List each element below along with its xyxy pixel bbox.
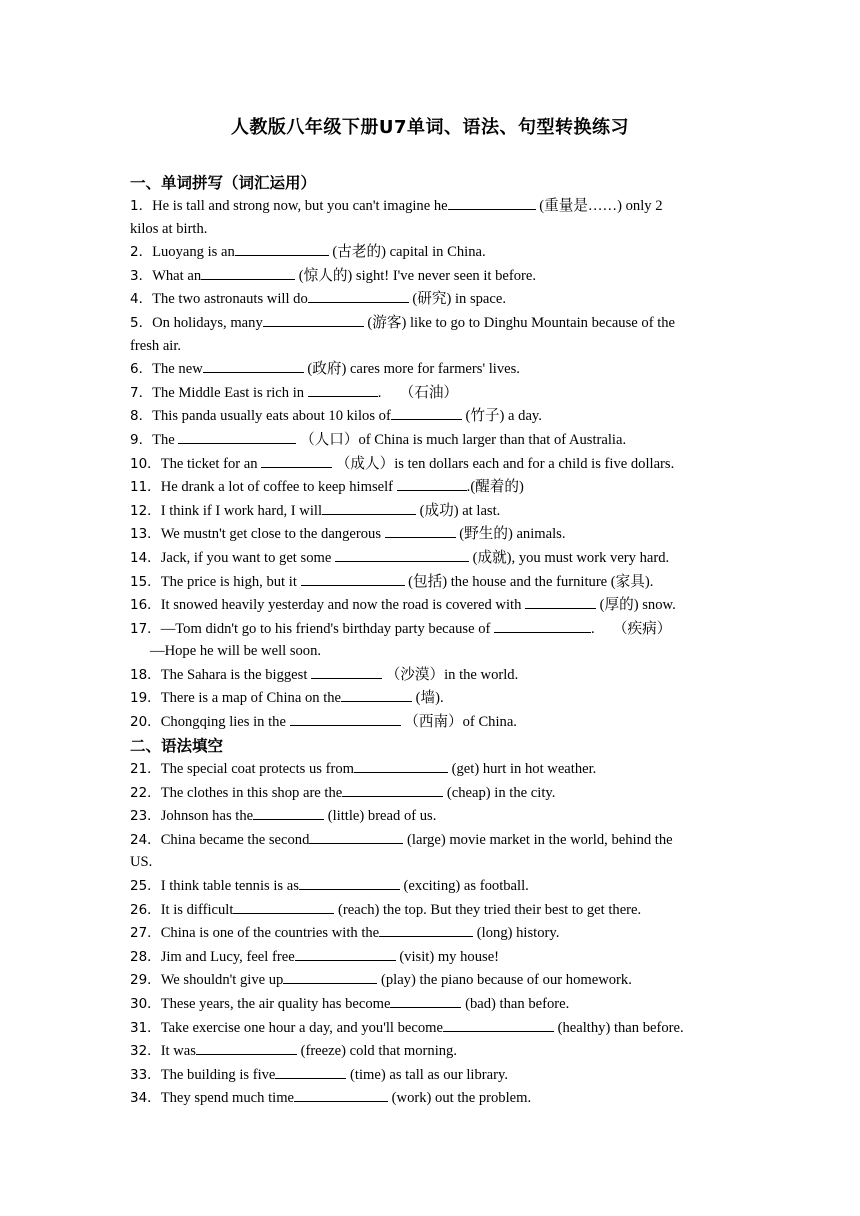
question-number: 17．	[130, 620, 161, 637]
question-hint: (reach) the top. But they tried their best to get there.	[334, 901, 642, 918]
question-hint: （人口）of China is much larger than that of Australia.	[296, 431, 627, 448]
question-item	[130, 686, 750, 710]
answer-blank	[391, 404, 462, 420]
answer-blank	[283, 968, 377, 984]
answer-blank	[203, 357, 304, 373]
answer-blank	[494, 617, 591, 633]
question-hint: .(醒着的)	[466, 479, 524, 496]
answer-blank	[448, 194, 536, 210]
question-text: This panda usually eats about 10 kilos of	[152, 408, 391, 425]
question-text: He is tall and strong now, but you can't imagine he	[152, 198, 448, 214]
question-list	[130, 757, 750, 1110]
question-number: 6．	[130, 361, 153, 378]
question-item	[130, 992, 750, 1016]
question-hint: (exciting) as football.	[399, 877, 529, 894]
question-number: 26．	[130, 901, 161, 918]
answer-blank	[443, 1016, 554, 1032]
question-hint: (重量是……) only 2	[535, 198, 663, 214]
question-item	[130, 264, 750, 288]
question-text: These years, the air quality has become	[160, 995, 391, 1012]
question-number: 21．	[130, 761, 161, 777]
answer-blank	[322, 499, 416, 515]
question-item	[130, 240, 750, 264]
answer-blank	[253, 804, 324, 820]
question-item	[130, 404, 750, 428]
question-text: Take exercise one hour a day, and you'll become	[160, 1019, 443, 1036]
question-hint: (cheap) in the city.	[443, 784, 556, 801]
question-item	[130, 428, 750, 452]
question-text: It snowed heavily yesterday and now the road is covered with	[160, 597, 526, 614]
question-number: 5．	[130, 314, 153, 331]
answer-blank	[311, 663, 382, 679]
answer-blank	[308, 287, 409, 303]
question-number: 32．	[130, 1043, 161, 1060]
question-text: The Middle East is rich in	[152, 384, 308, 401]
answer-blank	[379, 921, 473, 937]
question-hint: (long) history.	[473, 925, 560, 942]
section-grammar	[130, 735, 750, 1110]
question-text: The ticket for an	[160, 455, 262, 472]
question-hint: (古老的) capital in China.	[328, 244, 486, 261]
answer-blank	[354, 757, 448, 773]
answer-blank	[275, 1063, 346, 1079]
question-number: 1．	[130, 198, 153, 214]
answer-blank	[235, 240, 329, 256]
answer-blank	[294, 1086, 388, 1102]
question-hint: (little) bread of us.	[324, 808, 437, 825]
question-hint: (野生的) animals.	[455, 526, 566, 543]
question-item	[130, 617, 750, 641]
question-item	[130, 570, 750, 594]
question-text: We mustn't get close to the dangerous	[160, 526, 385, 543]
answer-blank	[261, 452, 332, 468]
question-item	[130, 381, 750, 405]
question-number: 16．	[130, 597, 161, 614]
section-vocabulary	[130, 172, 750, 734]
question-text: We shouldn't give up	[160, 972, 284, 989]
question-text: What an	[152, 267, 202, 284]
question-item	[130, 757, 750, 781]
section-heading: 一、单词拼写（词汇运用）	[130, 174, 317, 192]
question-number: 34．	[130, 1090, 161, 1107]
answer-blank	[201, 264, 295, 280]
question-text: Luoyang is an	[152, 244, 235, 261]
question-hint: . （石油）	[377, 384, 459, 401]
answer-blank	[299, 874, 400, 890]
question-text: I think table tennis is as	[160, 877, 299, 894]
question-item	[130, 828, 750, 852]
question-text: The building is five	[160, 1066, 276, 1083]
question-list	[130, 194, 750, 734]
question-hint: (政府) cares more for farmers' lives.	[303, 361, 520, 378]
question-item	[130, 921, 750, 945]
question-number: 31．	[130, 1019, 161, 1036]
question-item	[130, 357, 750, 381]
answer-blank	[335, 546, 469, 562]
answer-blank	[341, 686, 412, 702]
question-number: 12．	[130, 502, 161, 519]
question-number: 27．	[130, 925, 161, 942]
question-number: 3．	[130, 267, 153, 284]
question-item	[130, 945, 750, 969]
answer-blank	[309, 828, 403, 844]
question-number: 13．	[130, 526, 161, 543]
question-hint: （沙漠）in the world.	[382, 666, 519, 683]
question-item	[130, 546, 750, 570]
answer-blank	[290, 710, 401, 726]
question-item	[130, 898, 750, 922]
question-text: On holidays, many	[152, 314, 263, 331]
question-text: It is difficult	[160, 901, 234, 918]
question-item	[130, 1039, 750, 1063]
question-number: 23．	[130, 808, 161, 825]
question-number: 4．	[130, 291, 153, 308]
question-item	[130, 663, 750, 687]
question-item	[130, 710, 750, 734]
question-hint: (healthy) than before.	[553, 1019, 684, 1036]
question-continuation: —Hope he will be well soon.	[150, 643, 322, 660]
question-item	[130, 475, 750, 499]
question-text: Jim and Lucy, feel free	[160, 948, 295, 965]
answer-blank	[295, 945, 396, 961]
question-continuation: kilos at birth.	[130, 220, 208, 237]
question-number: 24．	[130, 831, 161, 848]
answer-blank	[301, 570, 405, 586]
question-item	[130, 804, 750, 828]
question-number: 15．	[130, 573, 161, 590]
question-item	[130, 1016, 750, 1040]
answer-blank	[397, 475, 467, 491]
question-item	[130, 194, 750, 218]
question-hint: (厚的) snow.	[596, 597, 676, 614]
answer-blank	[263, 311, 364, 327]
question-item	[130, 781, 750, 805]
question-text: The clothes in this shop are the	[160, 784, 343, 801]
question-number: 25．	[130, 877, 161, 894]
question-text: The special coat protects us from	[160, 761, 354, 777]
question-text: China became the second	[160, 831, 310, 848]
question-text: They spend much time	[160, 1090, 295, 1107]
question-number: 7．	[130, 384, 153, 401]
question-hint: (惊人的) sight! I've never seen it before.	[295, 267, 537, 284]
question-hint: . （疾病）	[591, 620, 672, 637]
question-number: 14．	[130, 549, 161, 566]
question-number: 9．	[130, 431, 153, 448]
answer-blank	[308, 381, 378, 397]
question-hint: (play) the piano because of our homework.	[377, 972, 632, 989]
question-continuation: US.	[130, 854, 153, 871]
question-item	[130, 1063, 750, 1087]
question-text: China is one of the countries with the	[160, 925, 380, 942]
question-hint: （西南）of China.	[400, 714, 517, 731]
section-heading: 二、语法填空	[130, 737, 224, 755]
question-hint: (get) hurt in hot weather.	[447, 761, 597, 777]
question-number: 8．	[130, 408, 153, 425]
question-hint: (包括) the house and the furniture (家具).	[404, 573, 654, 590]
answer-blank	[178, 428, 296, 444]
question-number: 10．	[130, 455, 161, 472]
question-hint: (large) movie market in the world, behind the	[403, 831, 673, 848]
question-text: I think if I work hard, I will	[160, 502, 322, 519]
question-number: 2．	[130, 244, 153, 261]
question-number: 33．	[130, 1066, 161, 1083]
question-number: 29．	[130, 972, 161, 989]
question-text: There is a map of China on the	[160, 690, 342, 707]
question-continuation: fresh air.	[130, 337, 182, 354]
question-hint: (研究) in space.	[408, 291, 507, 308]
question-number: 18．	[130, 666, 161, 683]
question-text: The two astronauts will do	[152, 291, 308, 308]
question-hint: （成人）is ten dollars each and for a child is five dollars.	[332, 455, 675, 472]
question-hint: (time) as tall as our library.	[346, 1066, 508, 1083]
question-item	[130, 968, 750, 992]
question-item	[130, 452, 750, 476]
question-text: Chongqing lies in the	[160, 714, 290, 731]
question-hint: (墙).	[412, 690, 444, 707]
question-number: 30．	[130, 995, 161, 1012]
question-text: Jack, if you want to get some	[160, 549, 335, 566]
question-hint: (成就), you must work very hard.	[468, 549, 670, 566]
answer-blank	[385, 522, 456, 538]
question-text: Johnson has the	[160, 808, 254, 825]
page-title: 人教版八年级下册U7单词、语法、句型转换练习	[230, 117, 630, 138]
question-item	[130, 499, 750, 523]
question-hint: (bad) than before.	[461, 995, 570, 1012]
question-text: —Tom didn't go to his friend's birthday party because of	[160, 620, 495, 637]
question-item	[130, 874, 750, 898]
answer-blank	[390, 992, 461, 1008]
answer-blank	[525, 593, 596, 609]
question-hint: (work) out the problem.	[388, 1090, 532, 1107]
question-item	[130, 311, 750, 335]
answer-blank	[233, 898, 334, 914]
question-number: 28．	[130, 948, 161, 965]
question-number: 22．	[130, 784, 161, 801]
question-hint: (游客) like to go to Dinghu Mountain because of the	[363, 314, 676, 331]
question-hint: (freeze) cold that morning.	[296, 1043, 458, 1060]
question-number: 20．	[130, 714, 161, 731]
question-text: The Sahara is the biggest	[160, 666, 312, 683]
answer-blank	[342, 781, 443, 797]
question-item	[130, 593, 750, 617]
answer-blank	[196, 1039, 297, 1055]
question-text: He drank a lot of coffee to keep himself	[160, 479, 397, 496]
question-number: 19．	[130, 690, 161, 707]
question-text: The new	[152, 361, 203, 378]
question-item	[130, 522, 750, 546]
question-hint: (竹子) a day.	[461, 408, 542, 425]
question-number: 11．	[130, 479, 161, 496]
question-text: The	[152, 431, 179, 448]
question-text: It was	[160, 1043, 196, 1060]
question-hint: (visit) my house!	[395, 948, 500, 965]
question-item	[130, 287, 750, 311]
question-hint: (成功) at last.	[416, 502, 501, 519]
question-text: The price is high, but it	[160, 573, 301, 590]
question-item	[130, 1086, 750, 1110]
